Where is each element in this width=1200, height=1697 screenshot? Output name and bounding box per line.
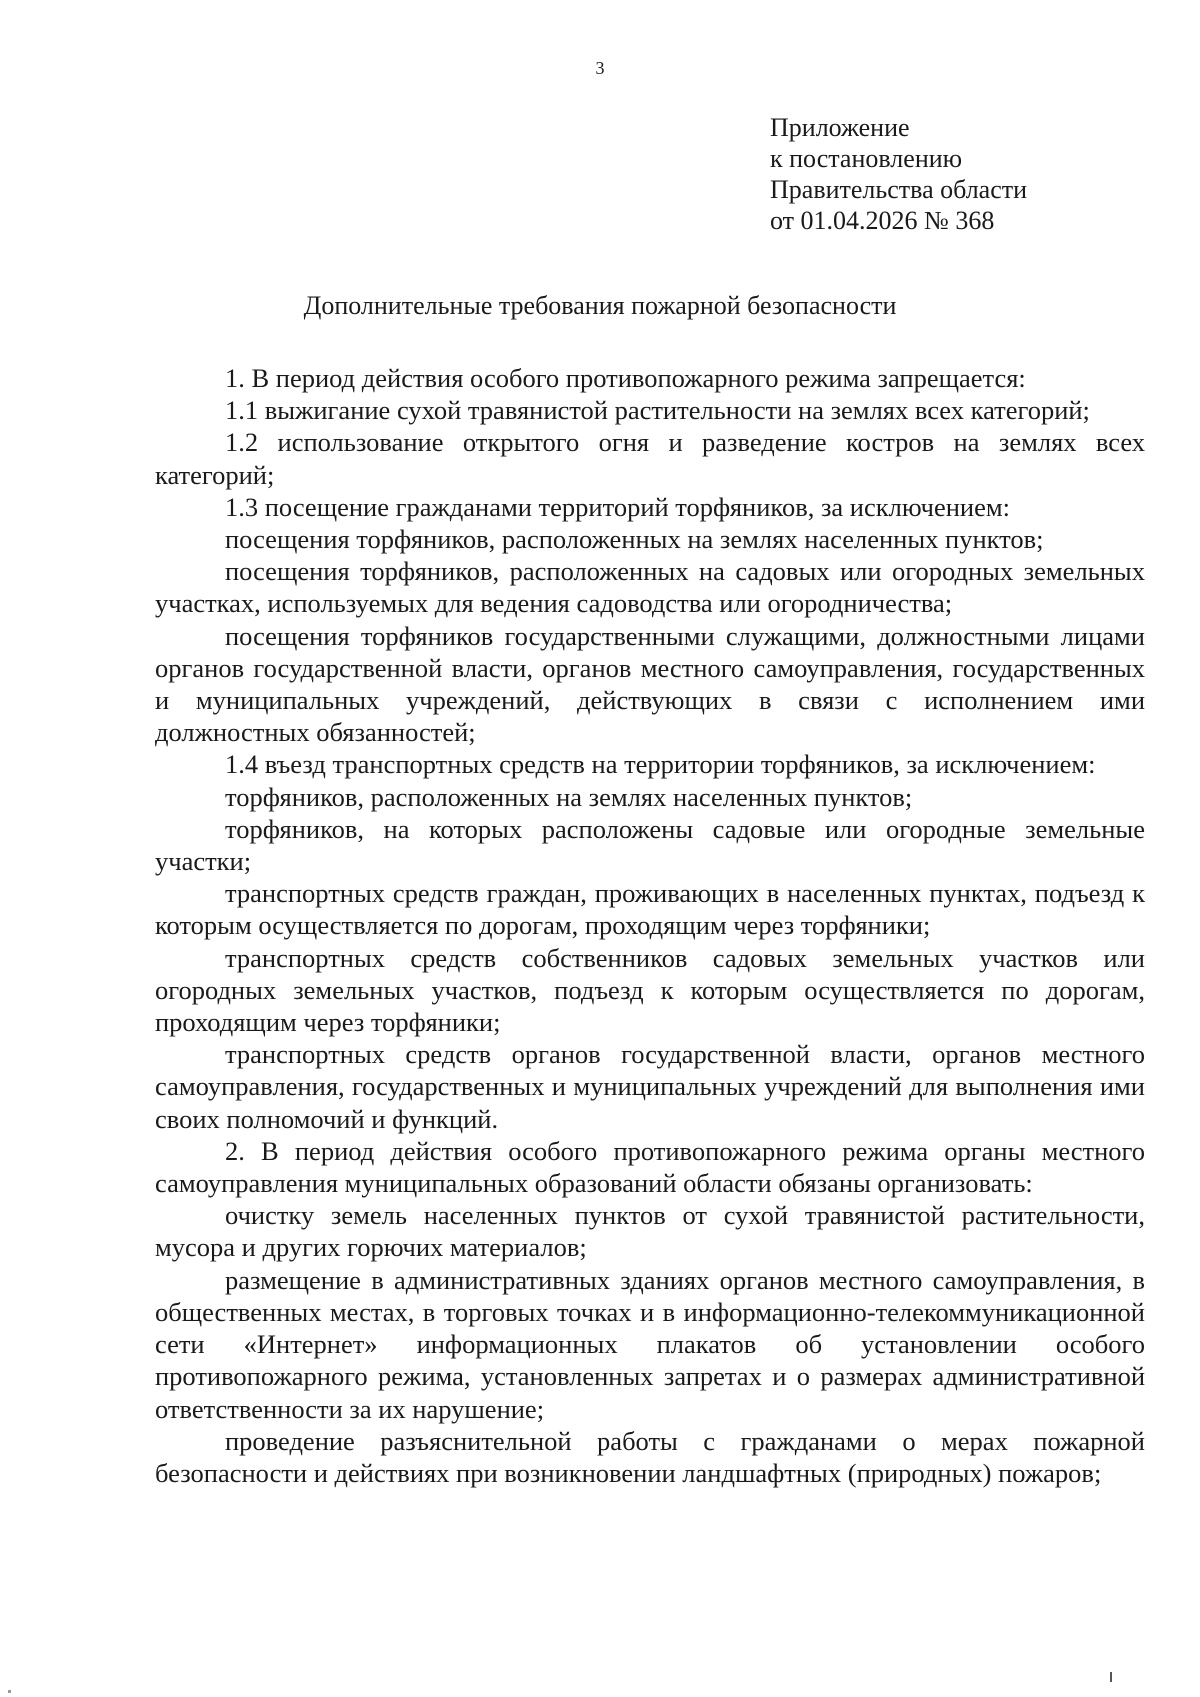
paragraph: очистку земель населенных пунктов от сухой травянистой растительности, мусора и других горючих материалов; xyxy=(155,1200,1145,1263)
paragraph: посещения торфяников, расположенных на садовых или огородных земельных участках, используемых для ведения садоводства или огородничества; xyxy=(155,556,1145,619)
paragraph: 1. В период действия особого противопожарного режима запрещается: xyxy=(225,363,1026,393)
appendix-date-number: от 01.04.2026 № 368 xyxy=(770,206,995,235)
paragraph: посещения торфяников государственными служащими, должностными лицами органов государственной власти, органов местного самоуправления, государственных и муниципальных учреждений, действующих в связи с исполнением ими должностных обязанностей; xyxy=(155,620,1145,748)
paragraph: торфяников, на которых расположены садовые или огородные земельные участки; xyxy=(155,813,1145,877)
paragraph: транспортных средств граждан, проживающих в населенных пунктах, подъезд к которым осуществляется по дорогам, проходящим через торфяники; xyxy=(155,878,1145,941)
scan-mark xyxy=(1110,1672,1112,1682)
paragraph: посещения торфяников, расположенных на землях населенных пунктов; xyxy=(225,524,1044,555)
paragraph: транспортных средств органов государственной власти, органов местного самоуправления, государственных и муниципальных учреждений для выполнения ими своих полномочий и функций. xyxy=(155,1039,1145,1134)
appendix-block xyxy=(770,112,1027,236)
paragraph: 1.4 въезд транспортных средств на территории торфяников, за исключением: xyxy=(225,749,1096,780)
paragraph: проведение разъяснительной работы с гражданами о мерах пожарной безопасности и действиях при возникновении ландшафтных (природных) пожаров; xyxy=(155,1425,1145,1488)
document-title: Дополнительные требования пожарной безопасности xyxy=(303,291,897,320)
appendix-line: к постановлению xyxy=(770,144,963,173)
document-body xyxy=(155,362,1145,1489)
paragraph: размещение в административных зданиях органов местного самоуправления, в общественных местах, в торговых точках и в информационно-телекоммуникационной сети «Интернет» информационных плакатов об установлении особого противопожарного режима, установленных запретах и о размерах административной ответственности за их нарушение; xyxy=(155,1264,1145,1424)
paragraph: 1.1 выжигание сухой травянистой растительности на землях всех категорий; xyxy=(225,395,1090,426)
paragraph: 2. В период действия особого противопожарного режима органы местного самоуправления муниципальных образований области обязаны организовать: xyxy=(155,1135,1145,1199)
paragraph: 1.2 использование открытого огня и разведение костров на землях всех категорий; xyxy=(155,427,1145,490)
scan-dot xyxy=(8,1690,11,1693)
paragraph: 1.3 посещение гражданами территорий торфяников, за исключением: xyxy=(225,491,1010,522)
appendix-line: Приложение xyxy=(770,113,910,142)
page-number: 3 xyxy=(595,58,605,78)
paragraph: транспортных средств собственников садовых земельных участков или огородных земельных участков, подъезд к которым осуществляется по дорогам, проходящим через торфяники; xyxy=(155,942,1145,1038)
paragraph: торфяников, расположенных на землях населенных пунктов; xyxy=(225,781,913,812)
appendix-line: Правительства области xyxy=(770,175,1028,204)
